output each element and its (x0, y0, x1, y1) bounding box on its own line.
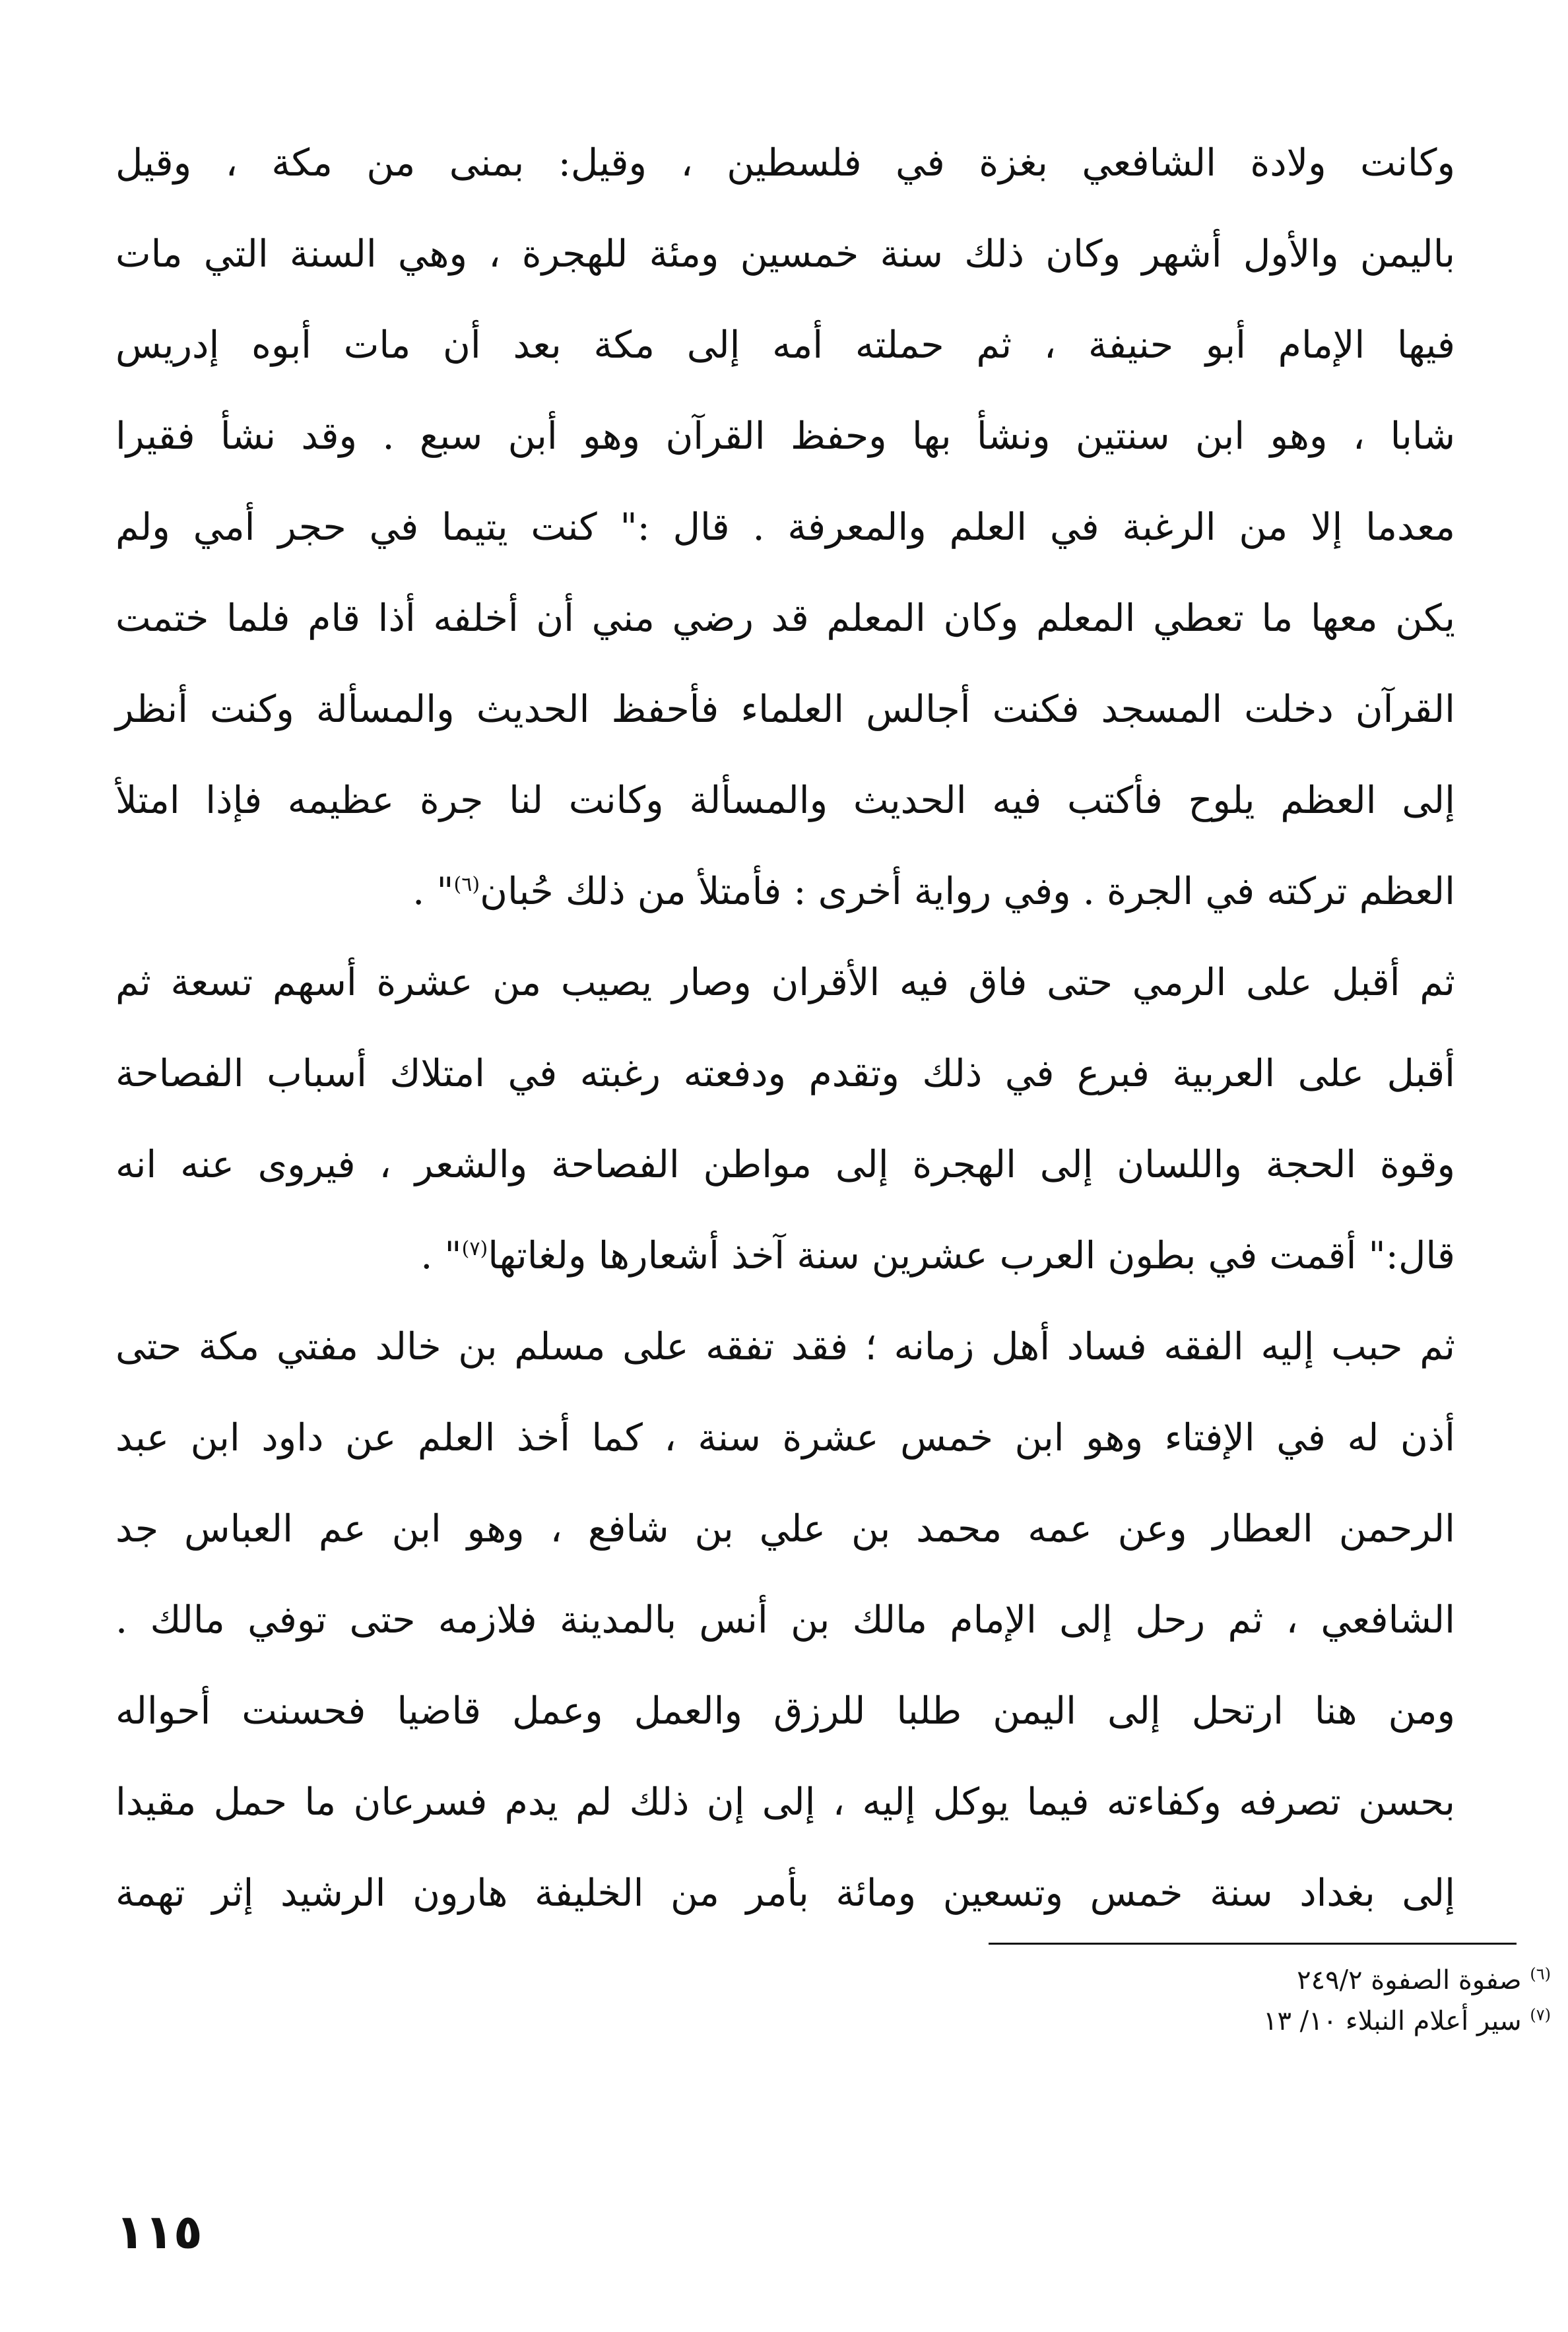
footnote-item (924, 1960, 1551, 2001)
text-line: ثم أقبل على الرمي حتى فاق فيه الأقران وصار يصيب من عشرة أسهم تسعة ثم (115, 961, 1455, 1004)
text-line: إلى العظم يلوح فأكتب فيه الحديث والمسألة وكانت لنا جرة عظيمه فإذا امتلأ (115, 779, 1455, 822)
text-line: أذن له في الإفتاء وهو ابن خمس عشرة سنة ، كما أخذ العلم عن داود ابن عبد (115, 1416, 1455, 1460)
footnote-text: صفوة الصفوة ٢٤٩/٢ (1297, 1965, 1522, 1995)
footnote-divider (989, 1943, 1517, 1945)
quote-close: " . (420, 1234, 462, 1278)
text-line: معدما إلا من الرغبة في العلم والمعرفة . قال :" كنت يتيما في حجر أمي ولم (115, 505, 1455, 549)
text-line: الشافعي ، ثم رحل إلى الإمام مالك بن أنس بالمدينة فلازمه حتى توفي مالك . (115, 1598, 1455, 1642)
text-line: ومن هنا ارتحل إلى اليمن طلبا للرزق والعمل وعمل قاضيا فحسنت أحواله (115, 1689, 1455, 1733)
text-line-with-ref-6 (115, 846, 1455, 937)
text-line: بحسن تصرفه وكفاءته فيما يوكل إليه ، إلى إن ذلك لم يدم فسرعان ما حمل مقيدا (115, 1780, 1455, 1824)
text-line-content: قال:" أقمت في بطون العرب عشرين سنة آخذ أشعارها ولغاتها (488, 1234, 1455, 1278)
page-number: ١١٥ (115, 2204, 203, 2259)
text-line: إلى بغداد سنة خمس وتسعين ومائة بأمر من الخليفة هارون الرشيد إثر تهمة (115, 1871, 1455, 1915)
text-line: فيها الإمام أبو حنيفة ، ثم حملته أمه إلى مكة بعد أن مات أبوه إدريس (115, 323, 1455, 367)
text-line: وكانت ولادة الشافعي بغزة في فلسطين ، وقيل: بمنى من مكة ، وقيل (115, 141, 1455, 185)
text-line: باليمن والأول أشهر وكان ذلك سنة خمسين ومئة للهجرة ، وهي السنة التي مات (115, 232, 1455, 276)
text-line: وقوة الحجة واللسان إلى الهجرة إلى مواطن الفصاحة والشعر ، فيروى عنه انه (115, 1143, 1455, 1186)
footnote-mark: (٧) (1530, 2005, 1551, 2024)
text-line: أقبل على العربية فبرع في ذلك وتقدم ودفعته رغبته في امتلاك أسباب الفصاحة (115, 1052, 1455, 1095)
text-line: ثم حبب إليه الفقه فساد أهل زمانه ؛ فقد تفقه على مسلم بن خالد مفتي مكة حتى (115, 1325, 1455, 1369)
footnote-ref-6: (٦) (453, 873, 480, 896)
footnote-ref-7: (٧) (461, 1237, 488, 1260)
text-line-with-ref-7 (115, 1210, 1455, 1301)
text-line: الرحمن العطار وعن عمه محمد بن علي بن شافع ، وهو ابن عم العباس جد (115, 1507, 1455, 1551)
footnote-item (924, 2001, 1551, 2042)
quote-close: " . (412, 870, 454, 913)
footnote-mark: (٦) (1530, 1964, 1551, 1984)
text-line: القرآن دخلت المسجد فكنت أجالس العلماء فأحفظ الحديث والمسألة وكنت أنظر (115, 688, 1455, 731)
text-line-content: العظم تركته في الجرة . وفي رواية أخرى : فأمتلأ من ذلك حُبان (480, 870, 1455, 913)
footnote-text: سير أعلام النبلاء ١٠/ ١٣ (1262, 2006, 1522, 2036)
footnotes (924, 1960, 1551, 2042)
main-text-block (115, 117, 1455, 1939)
text-line: شابا ، وهو ابن سنتين ونشأ بها وحفظ القرآن وهو أبن سبع . وقد نشأ فقيرا (115, 414, 1455, 458)
text-line: يكن معها ما تعطي المعلم وكان المعلم قد رضي مني أن أخلفه أذا قام فلما ختمت (115, 597, 1455, 640)
